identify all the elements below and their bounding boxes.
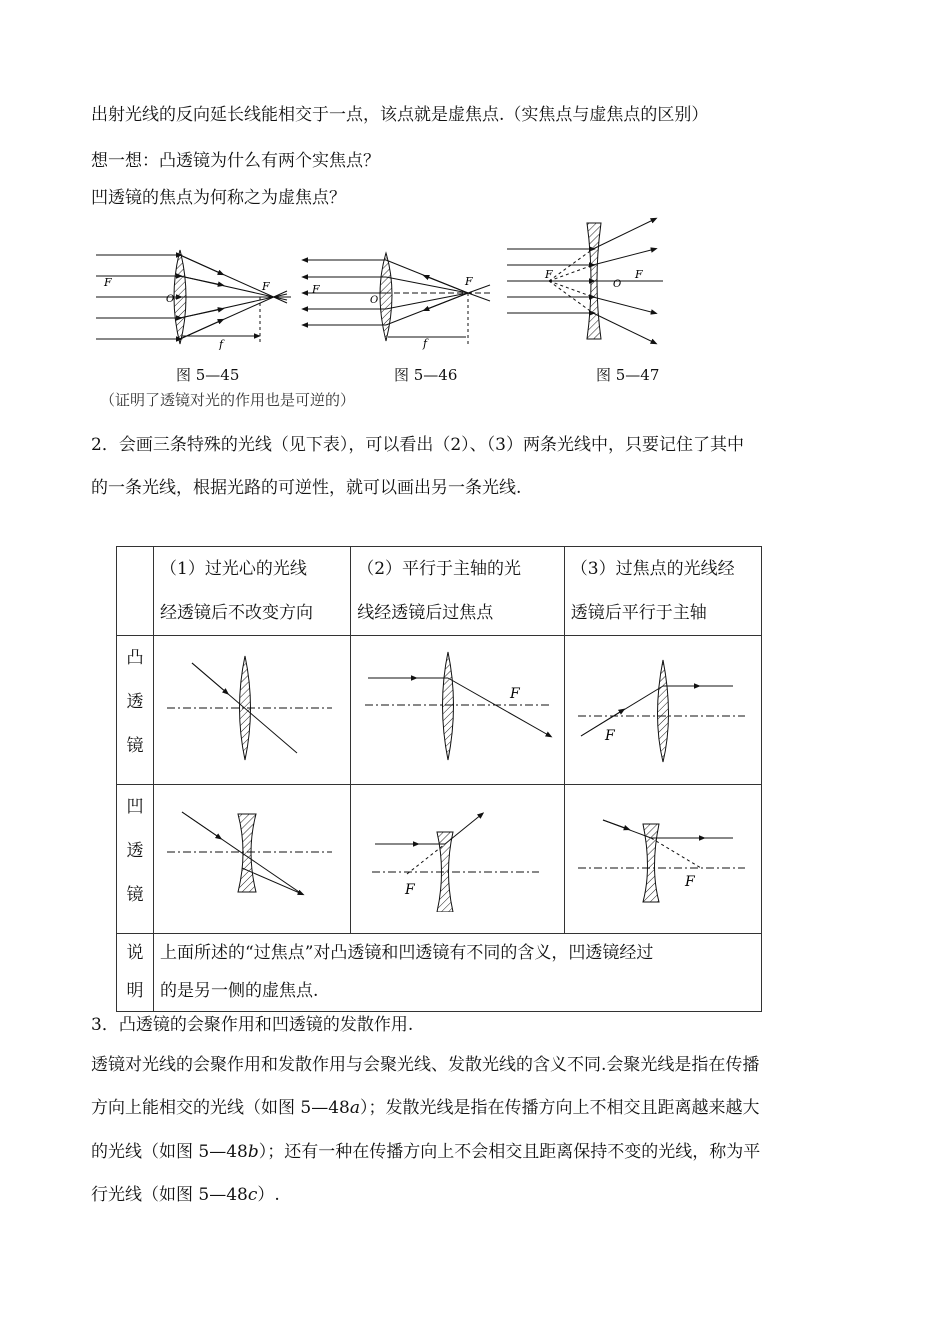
figure-5-47 — [505, 215, 665, 345]
paragraph-line: 的光线（如图 5—48b）；还有一种在传播方向上不会相交且距离保持不变的光线，称为平 — [91, 1142, 761, 1162]
focus-label: F — [262, 280, 270, 293]
focus-label: F — [604, 727, 615, 744]
concave-ray-parallel — [367, 802, 547, 912]
focal-length-label: f — [219, 338, 224, 350]
focus-label: F — [465, 275, 473, 288]
focus-label: F — [312, 283, 320, 296]
header-cell: （2）平行于主轴的光 线经透镜后过焦点 — [351, 547, 565, 636]
paragraph-line: 方向上能相交的光线（如图 5—48a）；发散光线是指在传播方向上不相交且距离越来越大 — [91, 1098, 760, 1118]
figure-caption: 图 5—45 — [176, 366, 240, 384]
center-label: O — [370, 295, 379, 306]
diagram-cell — [154, 636, 351, 785]
paragraph-line: 的一条光线，根据光路的可逆性，就可以画出另一条光线. — [91, 478, 522, 498]
paragraph-line: 想一想：凸透镜为什么有两个实焦点？ — [91, 151, 380, 171]
table-row-note — [117, 934, 762, 1012]
row-label: 凸 透 镜 — [117, 636, 154, 785]
focus-label: F — [635, 268, 643, 281]
convex-ray-parallel — [360, 648, 555, 768]
figure-5-46 — [300, 245, 495, 350]
diagram-cell — [351, 785, 565, 934]
corner-cell — [117, 547, 154, 636]
diagram-cell — [154, 785, 351, 934]
diagram-cell — [564, 785, 761, 934]
figure-caption: 图 5—46 — [394, 366, 458, 384]
focus-label: F — [684, 873, 695, 890]
special-rays-table — [116, 546, 762, 1012]
paragraph-line: 出射光线的反向延长线能相交于一点，该点就是虚焦点.（实焦点与虚焦点的区别） — [91, 105, 709, 125]
focus-label: F — [509, 685, 520, 702]
center-label: O — [613, 279, 622, 290]
header-cell: （1）过光心的光线 经透镜后不改变方向 — [154, 547, 351, 636]
paragraph-line: 透镜对光线的会聚作用和发散作用与会聚光线、发散光线的含义不同.会聚光线是指在传播 — [91, 1055, 760, 1075]
convex-ray-center — [162, 648, 342, 768]
paragraph-line: 2．会画三条特殊的光线（见下表），可以看出（2）、（3）两条光线中，只要记住了其中 — [91, 435, 744, 455]
convex-ray-focus — [573, 648, 753, 768]
table-header-row — [117, 547, 762, 636]
row-label: 说 明 — [117, 934, 154, 1012]
focus-label: F — [104, 276, 112, 289]
note-cell: 上面所述的“过焦点”对凸透镜和凹透镜有不同的含义，凹透镜经过 的是另一侧的虚焦点. — [154, 934, 762, 1012]
diagram-cell — [351, 636, 565, 785]
concave-ray-center — [162, 802, 342, 912]
figure-5-45 — [92, 240, 297, 350]
paragraph-line: 行光线（如图 5—48c）. — [91, 1185, 280, 1205]
center-label: O — [166, 294, 175, 305]
focus-label: F — [545, 268, 553, 281]
table-row-convex — [117, 636, 762, 785]
paragraph-line: 凹透镜的焦点为何称之为虚焦点？ — [91, 188, 346, 208]
table-row-concave — [117, 785, 762, 934]
row-label: 凹 透 镜 — [117, 785, 154, 934]
header-cell: （3）过焦点的光线经 透镜后平行于主轴 — [564, 547, 761, 636]
figure-caption: 图 5—47 — [596, 366, 660, 384]
focus-label: F — [405, 881, 416, 898]
focal-length-label: f — [423, 337, 428, 350]
diagram-cell — [564, 636, 761, 785]
concave-ray-focus — [573, 802, 753, 912]
proof-note: （证明了透镜对光的作用也是可逆的） — [100, 391, 356, 409]
paragraph-line: 3．凸透镜的会聚作用和凹透镜的发散作用. — [91, 1015, 414, 1035]
